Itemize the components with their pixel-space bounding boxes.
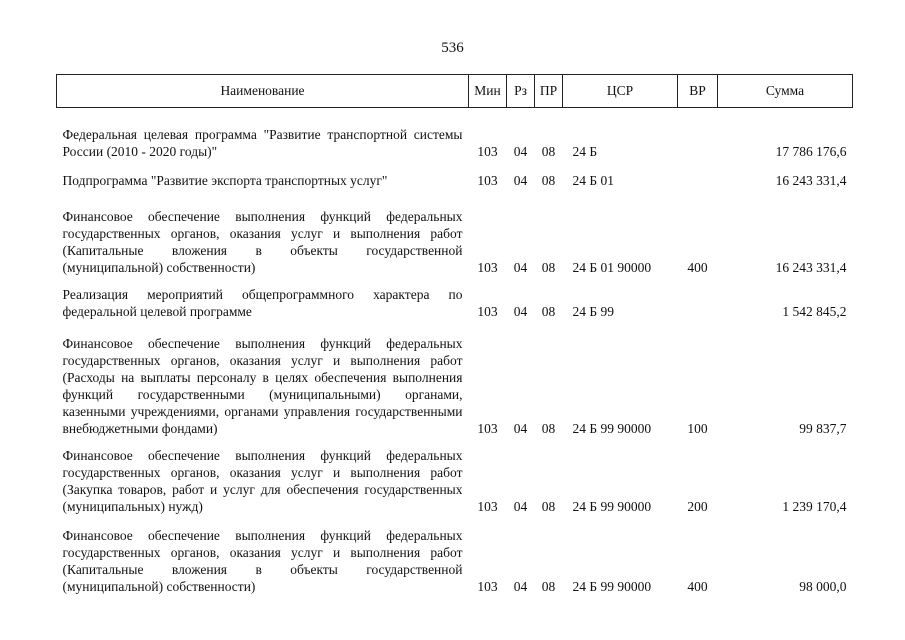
table-header: [57, 75, 853, 108]
row-name: Подпрограмма "Развитие экспорта транспортных услуг": [62, 172, 388, 188]
row-vr: 100: [687, 420, 708, 436]
row-rz: 04: [513, 303, 528, 319]
row-rz: 04: [513, 498, 528, 514]
page-number: 536: [441, 40, 464, 56]
row-min: 103: [477, 259, 498, 275]
row-rz: 04: [513, 578, 528, 594]
row-sum: 1 542 845,2: [782, 303, 847, 319]
row-sum: 16 243 331,4: [775, 259, 847, 275]
row-sum: 1 239 170,4: [782, 498, 847, 514]
row-csr: 24 Б 99 90000: [572, 498, 652, 514]
table-body: [57, 108, 853, 595]
row-rz: 04: [513, 172, 528, 188]
row-name: Финансовое обеспечение выполнения функций федеральных государственных органов, оказания услуг и выполнения работ (Расходы на выплаты персоналу в целях обеспечения выполнения функций государственными (муниципальными) органами, казенными учреждениями, органами управления государственными внебюджетными фондами): [62, 335, 463, 436]
row-vr: 200: [687, 498, 708, 514]
header-pr: ПР: [535, 75, 563, 108]
row-min: 103: [477, 172, 498, 188]
header-vr: ВР: [678, 75, 718, 108]
row-pr: 08: [541, 578, 556, 594]
row-name: Финансовое обеспечение выполнения функций федеральных государственных органов, оказания услуг и выполнения работ (Капитальные вложения в объекты государственной (муниципальной) собственности): [62, 527, 463, 594]
row-name: Финансовое обеспечение выполнения функций федеральных государственных органов, оказания услуг и выполнения работ (Капитальные вложения в объекты государственной (муниципальной) собственности): [62, 208, 463, 275]
row-csr: 24 Б 99 90000: [572, 578, 652, 594]
table-row: [57, 437, 853, 515]
row-csr: 24 Б 01 90000: [572, 259, 652, 275]
row-csr: 24 Б 99 90000: [572, 420, 652, 436]
row-rz: 04: [513, 259, 528, 275]
row-name: Федеральная целевая программа "Развитие транспортной системы России (2010 - 2020 годы)": [62, 126, 463, 159]
row-vr: [678, 160, 718, 189]
table-row: [57, 108, 853, 160]
row-name-cell: [57, 515, 469, 595]
row-pr: 08: [541, 259, 556, 275]
row-min: 103: [477, 303, 498, 319]
table-row: [57, 160, 853, 189]
row-pr: 08: [541, 420, 556, 436]
row-min: 103: [477, 143, 498, 159]
header-sum: Сумма: [718, 75, 853, 108]
table-row: [57, 320, 853, 437]
row-rz: 04: [513, 143, 528, 159]
row-name: Финансовое обеспечение выполнения функций федеральных государственных органов, оказания услуг и выполнения работ (Закупка товаров, работ и услуг для обеспечения государственных (муниципальных) нужд): [62, 447, 463, 514]
row-name: Реализация мероприятий общепрограммного характера по федеральной целевой программе: [62, 286, 463, 319]
budget-table: [56, 74, 853, 595]
row-name-cell: [57, 160, 469, 189]
row-vr: [678, 108, 718, 160]
row-pr: 08: [541, 498, 556, 514]
row-pr: 08: [541, 172, 556, 188]
row-csr: 24 Б: [572, 143, 598, 159]
row-pr: 08: [541, 143, 556, 159]
row-sum: 99 837,7: [799, 420, 847, 436]
row-vr: 400: [687, 578, 708, 594]
row-name-cell: [57, 320, 469, 437]
row-min: 103: [477, 420, 498, 436]
row-sum: 98 000,0: [799, 578, 847, 594]
row-min: 103: [477, 498, 498, 514]
row-vr: 400: [687, 259, 708, 275]
header-min: Мин: [469, 75, 507, 108]
header-csr: ЦСР: [563, 75, 678, 108]
row-sum: 16 243 331,4: [775, 172, 847, 188]
row-rz: 04: [513, 420, 528, 436]
table-row: [57, 189, 853, 276]
row-name-cell: [57, 276, 469, 320]
table-row: [57, 276, 853, 320]
row-min: 103: [477, 578, 498, 594]
row-name-cell: [57, 189, 469, 276]
row-name-cell: [57, 437, 469, 515]
row-sum: 17 786 176,6: [775, 143, 847, 159]
row-csr: 24 Б 99: [572, 303, 615, 319]
row-pr: 08: [541, 303, 556, 319]
header-row: [57, 75, 853, 108]
header-rz: Рз: [507, 75, 535, 108]
table-row: [57, 515, 853, 595]
row-csr: 24 Б 01: [572, 172, 615, 188]
row-name-cell: [57, 108, 469, 160]
row-vr: [678, 276, 718, 320]
header-name: Наименование: [57, 75, 469, 108]
